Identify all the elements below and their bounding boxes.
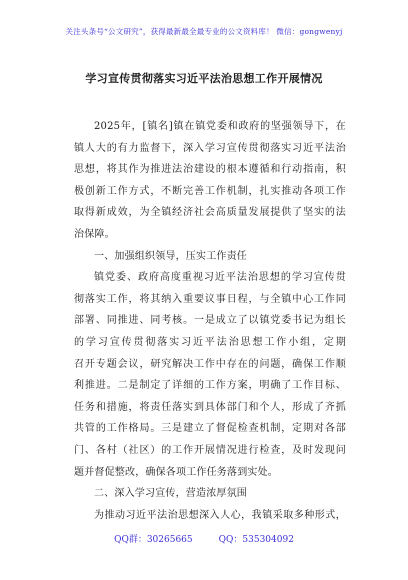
paragraph-line: 取得新成效，为全镇经济社会高质量发展提供了坚实的法 bbox=[74, 207, 346, 219]
paragraph-line: 镇党委、政府高度重视习近平法治思想的学习宣传贯 bbox=[94, 272, 346, 284]
paragraph-line: 部署、同推进、同考核。一是成立了以镇党委书记为组长 bbox=[74, 315, 346, 327]
section-heading: 一、加强组织领导，压实工作责任 bbox=[94, 250, 247, 262]
paragraph-line: 极创新工作方式，不断完善工作机制，扎实推动各项工作 bbox=[74, 185, 346, 197]
paragraph-line: 召开专题会议，研究解决工作中存在的问题，确保工作顺 bbox=[74, 358, 346, 370]
paragraph-line: 思想，将其作为推进法治建设的根本遵循和行动指南，积 bbox=[74, 164, 346, 176]
paragraph-line: 任务和措施，将责任落实到具体部门和个人，形成了齐抓 bbox=[74, 401, 346, 413]
paragraph-line: 治保障。 bbox=[74, 228, 115, 240]
section-heading: 二、深入学习宣传，营造浓厚氛围 bbox=[94, 488, 247, 500]
document-title: 学习宣传贯彻落实习近平法治思想工作开展情况 bbox=[85, 72, 323, 85]
paragraph-line: 镇人大的有力监督下，深入学习宣传贯彻落实习近平法治 bbox=[74, 142, 346, 154]
footer-qq-group: QQ群：30265665 bbox=[114, 535, 193, 545]
paragraph-line: 2025年，[镇名]镇在镇党委和政府的坚强领导下，在 bbox=[94, 121, 346, 132]
paragraph-line: 彻落实工作，将其纳入重要议事日程，与全镇中心工作同 bbox=[74, 293, 346, 305]
paragraph-line: 题并督促整改，确保各项工作任务落到实处。 bbox=[74, 466, 278, 478]
footer-contact bbox=[0, 532, 408, 545]
paragraph-line: 门、各村（社区）的工作开展情况进行检查，及时发现问 bbox=[74, 444, 346, 456]
document-body bbox=[74, 116, 346, 526]
header-note: 关注头条号“公文研究”，获得最新最全最专业的公文资料库！ 微信：gongwenyj bbox=[65, 27, 343, 36]
paragraph-line: 共管的工作格局。三是建立了督促检查机制，定期对各部 bbox=[74, 423, 346, 435]
paragraph-line: 利推进。二是制定了详细的工作方案，明确了工作目标、 bbox=[74, 380, 346, 392]
paragraph-line: 的学习宣传贯彻落实习近平法治思想工作小组，定期 bbox=[74, 336, 346, 348]
footer-qq: QQ：535304092 bbox=[218, 535, 294, 545]
paragraph-line: 为推动习近平法治思想深入人心，我镇采取多种形式， bbox=[94, 509, 346, 521]
